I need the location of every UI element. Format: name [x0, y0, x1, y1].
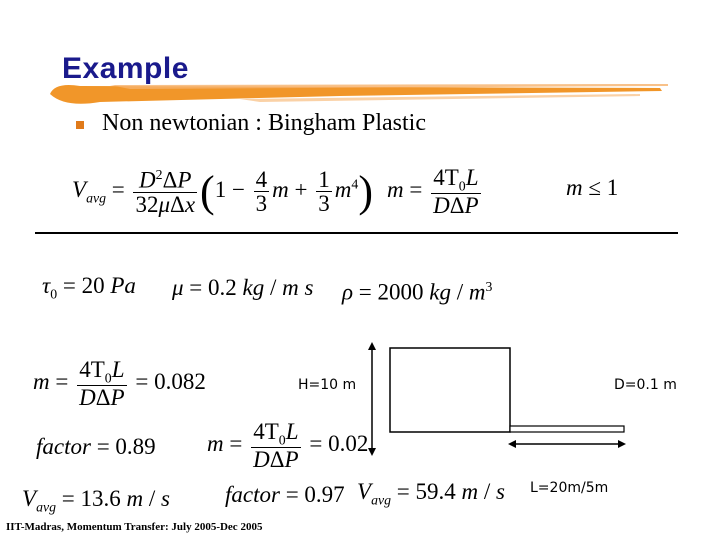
footer-text: IIT-Madras, Momentum Transfer: July 2005-Dec 2005 [6, 521, 263, 533]
height-label: H=10 m [298, 377, 357, 393]
bullet-marker-icon [76, 121, 84, 129]
length-label: L=20m/5m [530, 480, 609, 496]
equation-vavg-1: $V_{avg} = 13.6$ m / s [22, 486, 170, 515]
equation-mu: μ = 0.2 kg / m s [172, 275, 314, 300]
equation-m-value-2: m = $\frac{4T_0L}{\text{DΔP}}$ = 0.02 [207, 419, 369, 473]
equation-m-definition: m = $\frac{4T_0L}{\text{DΔP}}$ [387, 165, 479, 219]
equation-m-value-1: m = $\frac{4T_0L}{\text{DΔP}}$ = 0.082 [33, 357, 206, 411]
tank-rect [390, 348, 510, 432]
equation-rho: ρ = 2000 kg / $m^3$ [342, 279, 493, 305]
equation-factor-1: factor = 0.89 [36, 434, 156, 459]
pipe-rect [510, 426, 624, 432]
equation-factor-2: factor = 0.97 [225, 482, 345, 507]
equation-tau0: $\tau_0 = 20$ Pa [42, 273, 136, 302]
tank-diagram [360, 340, 640, 460]
diameter-label: D=0.1 m [614, 377, 677, 393]
equation-vavg-formula: $V_{avg}$ = $\frac{D^2\Delta P}{\text{32μΔx}}$ (1 − $\frac{4}{3}$ m + $\frac{1}{3}$ $m^4$) [72, 166, 373, 217]
separator-line [35, 232, 678, 234]
bullet-text: Non newtonian : Bingham Plastic [102, 110, 426, 136]
equation-vavg-2: $V_{avg} = 59.4$ m / s [357, 479, 505, 508]
slide-title: Example [62, 52, 189, 85]
equation-m-condition: m ≤ 1 [566, 175, 619, 200]
